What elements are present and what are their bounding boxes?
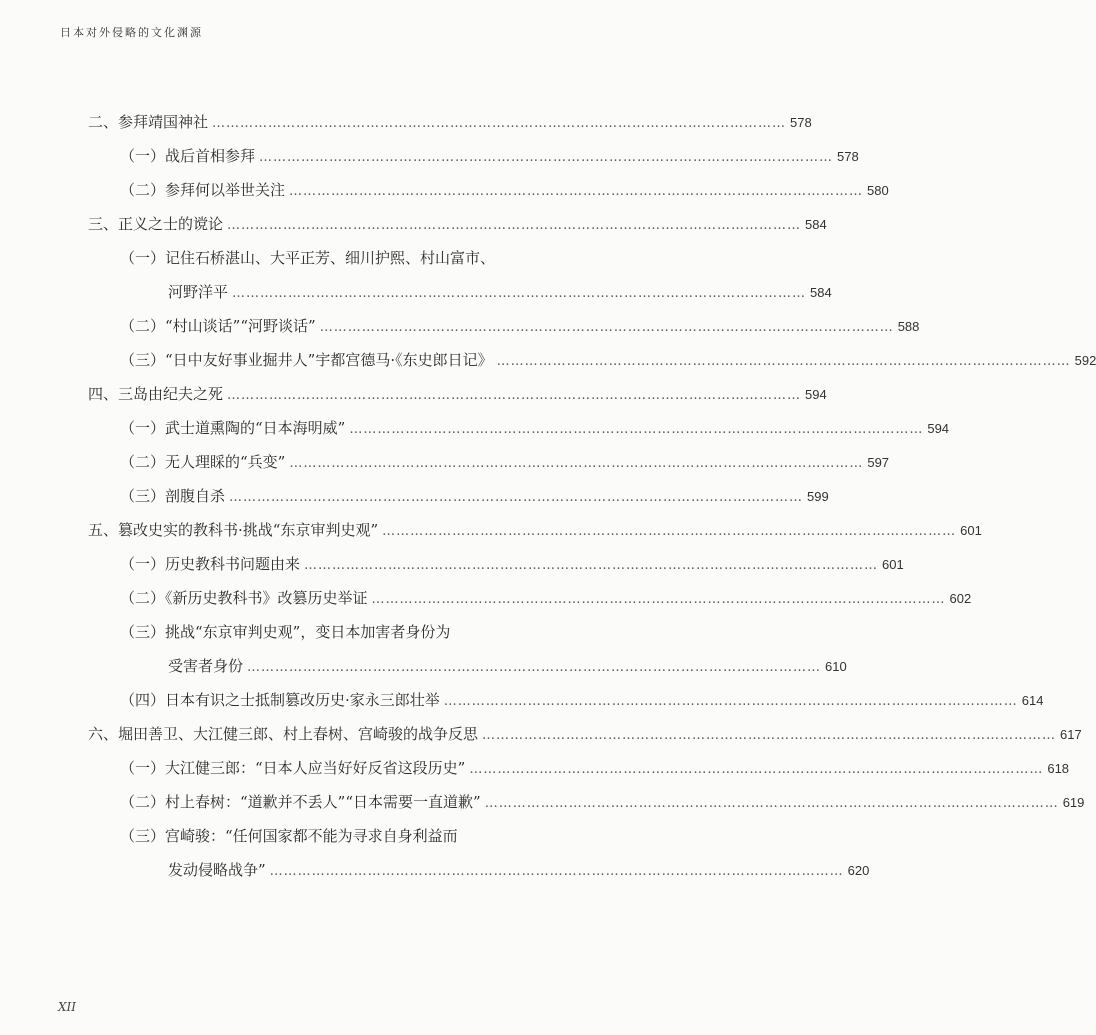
toc-entry <box>120 452 890 474</box>
toc-entry-continuation: 发动侵略战争” <box>168 861 266 879</box>
toc-entry-page: 614 <box>1021 693 1044 708</box>
toc-entry-page: 617 <box>1060 727 1082 742</box>
toc-entry-page: 602 <box>949 591 972 606</box>
toc-entry <box>88 214 827 236</box>
toc-entry-label: （四）日本有识之士抵制篡改历史·家永三郎壮举 <box>120 691 440 709</box>
dot-leader: …………………………………………………………………………………………………………… <box>289 184 864 199</box>
dot-leader: …………………………………………………………………………………………………………… <box>227 218 802 233</box>
dot-leader: …………………………………………………………………………………………………………… <box>304 558 879 573</box>
toc-entry-label: （二）“村山谈话”“河野谈话” <box>120 317 316 335</box>
toc-entry-page: 618 <box>1047 761 1070 776</box>
dot-leader: …………………………………………………………………………………………………………… <box>443 694 1018 709</box>
toc-entry-label: （一）大江健三郎：“日本人应当好好反省这段历史” <box>120 759 466 777</box>
toc-entry-label: 四、三岛由纪夫之死 <box>88 385 224 403</box>
toc-entry <box>120 758 1070 780</box>
dot-leader: …………………………………………………………………………………………………………… <box>469 762 1044 777</box>
toc-entry-page: 584 <box>810 285 832 300</box>
running-header: 日本对外侵略的文化渊源 <box>60 26 203 39</box>
toc-entry-page: 599 <box>807 489 829 504</box>
dot-leader: …………………………………………………………………………………………………………… <box>232 286 807 301</box>
toc-entry <box>120 418 950 440</box>
toc-entry-label: 二、参拜靖国神社 <box>88 113 209 131</box>
toc-entry-page: 584 <box>805 217 827 232</box>
toc-entry-page: 578 <box>837 149 859 164</box>
dot-leader: …………………………………………………………………………………………………………… <box>289 456 864 471</box>
dot-leader: …………………………………………………………………………………………………………… <box>259 150 834 165</box>
toc-entry <box>168 282 832 304</box>
toc-entry-label: （一）战后首相参拜 <box>120 147 256 165</box>
toc-entry-label: （三）剖腹自杀 <box>120 487 226 505</box>
toc-entry-page: 601 <box>960 523 982 538</box>
toc-entry-label: （三）挑战“东京审判史观”，变日本加害者身份为 <box>120 623 451 641</box>
toc-entry-label: 三、正义之士的谠论 <box>88 215 224 233</box>
toc-entry-page: 588 <box>897 319 920 334</box>
toc-entry-label: （一）记住石桥湛山、大平正芳、细川护熙、村山富市、 <box>120 249 496 267</box>
dot-leader: …………………………………………………………………………………………………………… <box>484 796 1059 811</box>
toc-entry <box>120 486 829 508</box>
toc-entry-page: 601 <box>882 557 904 572</box>
dot-leader: …………………………………………………………………………………………………………… <box>496 354 1071 369</box>
toc-entry <box>88 520 982 542</box>
toc-entry <box>120 690 1044 712</box>
toc-entry-page: 594 <box>805 387 827 402</box>
dot-leader: …………………………………………………………………………………………………………… <box>247 660 822 675</box>
toc-entry <box>88 724 1082 746</box>
toc-entry-label: （二）《新历史教科书》改篡历史举证 <box>120 589 368 607</box>
toc-entry <box>120 180 889 202</box>
toc-entry <box>168 860 870 882</box>
dot-leader: …………………………………………………………………………………………………………… <box>371 592 946 607</box>
toc-entry <box>120 350 1096 372</box>
dot-leader: …………………………………………………………………………………………………………… <box>482 728 1057 743</box>
toc-entry-page: 594 <box>927 421 950 436</box>
toc-entry-label: （三）“日中友好事业掘井人”宇都宫德马·《东史郎日记》 <box>120 351 493 369</box>
toc-entry-continuation: 受害者身份 <box>168 657 244 675</box>
page-number: XII <box>58 1000 77 1014</box>
toc-entry-label: （一）历史教科书问题由来 <box>120 555 301 573</box>
toc-entry-label: （二）村上春树：“道歉并不丢人”“日本需要一直道歉” <box>120 793 481 811</box>
toc-entry-continuation: 河野洋平 <box>168 283 229 301</box>
toc-entry <box>120 588 972 610</box>
dot-leader: …………………………………………………………………………………………………………… <box>349 422 924 437</box>
toc-entry-page: 580 <box>867 183 889 198</box>
dot-leader: …………………………………………………………………………………………………………… <box>319 320 894 335</box>
toc-entry-label: 六、堀田善卫、大江健三郎、村上春树、宫崎骏的战争反思 <box>88 725 479 743</box>
toc-entry <box>120 316 920 338</box>
toc-entry-label: （二）无人理睬的“兵变” <box>120 453 286 471</box>
toc-entry-page: 619 <box>1062 795 1085 810</box>
dot-leader: …………………………………………………………………………………………………………… <box>269 864 844 879</box>
toc-entry-page: 610 <box>825 659 847 674</box>
dot-leader: …………………………………………………………………………………………………………… <box>227 388 802 403</box>
toc-entry-label: （三）宫崎骏：“任何国家都不能为寻求自身利益而 <box>120 827 458 845</box>
toc-entry <box>88 384 827 406</box>
toc-entry <box>120 792 1085 814</box>
toc-entry <box>120 146 859 168</box>
toc-entry-label: 五、篡改史实的教科书·挑战“东京审判史观” <box>88 521 379 539</box>
dot-leader: …………………………………………………………………………………………………………… <box>382 524 957 539</box>
toc-entry-label: （二）参拜何以举世关注 <box>120 181 286 199</box>
toc-entry <box>168 656 847 678</box>
toc-entry-page: 620 <box>847 863 870 878</box>
dot-leader: …………………………………………………………………………………………………………… <box>229 490 804 505</box>
toc-entry-label: （一）武士道熏陶的“日本海明威” <box>120 419 346 437</box>
toc-entry <box>120 554 904 576</box>
toc-entry-page: 578 <box>790 115 812 130</box>
toc-entry-page: 597 <box>867 455 890 470</box>
dot-leader: …………………………………………………………………………………………………………… <box>212 116 787 131</box>
toc-entry-page: 592 <box>1074 353 1096 368</box>
toc-entry <box>88 112 812 134</box>
